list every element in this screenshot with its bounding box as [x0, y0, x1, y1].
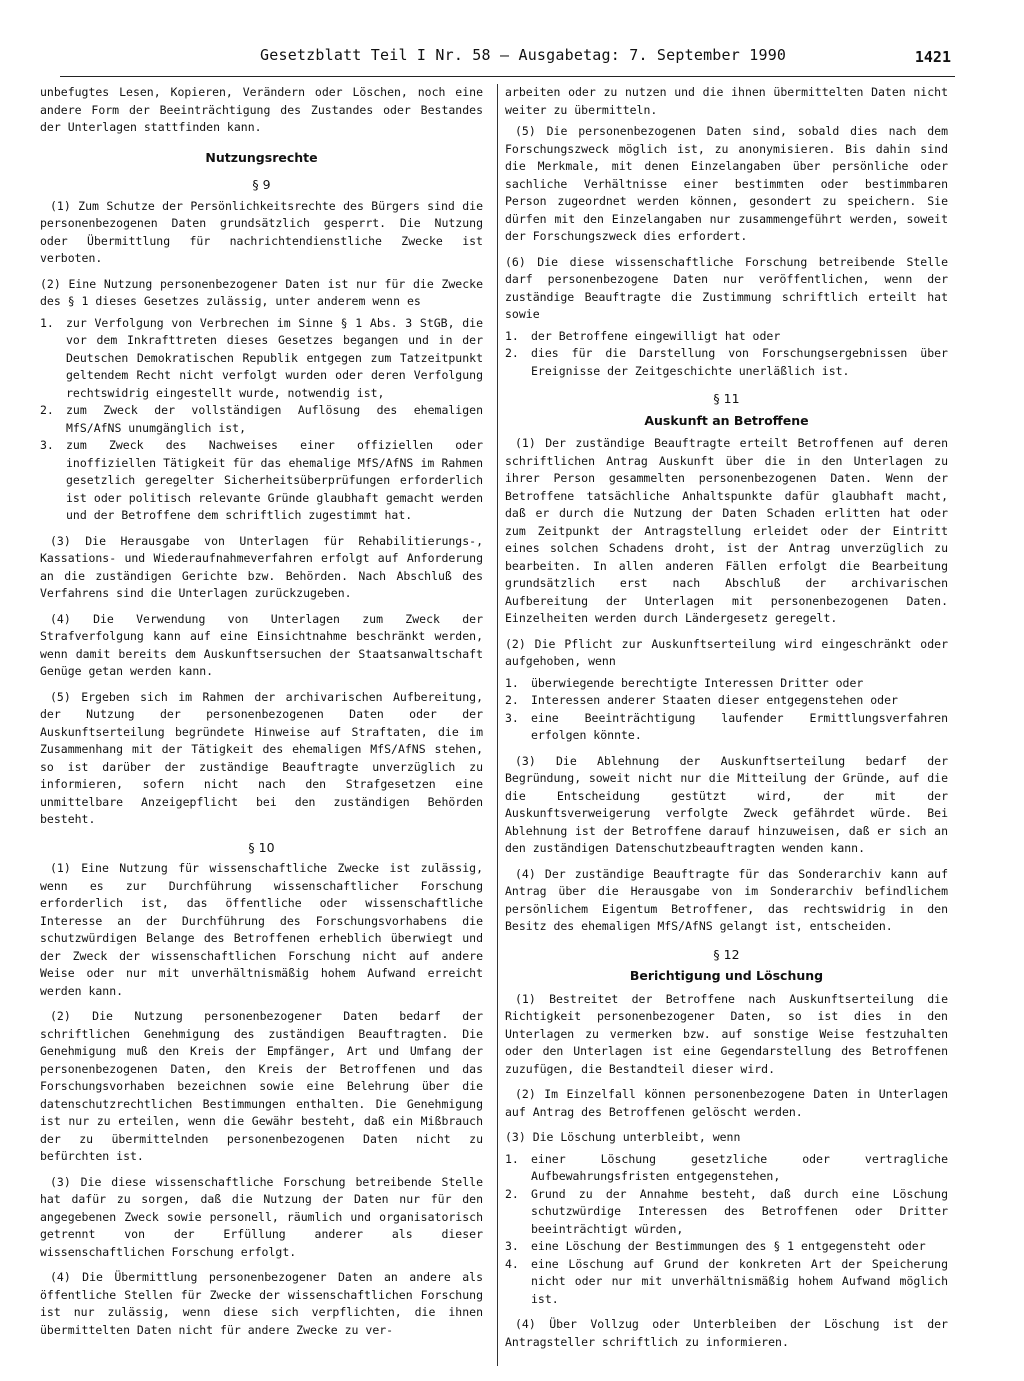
list-number: 3.: [505, 710, 519, 725]
paragraph-12-1: (1) Bestreitet der Betroffene nach Auskunftserteilung die Richtigkeit personenbezogener Daten, so ist dies in den Unterlagen zu vermerken bzw. auf sonstige Weise festzuhalten oder den Unterlagen ist eine Gegendarstellung des Betroffenen zuzufügen, die Bestandteil dieser wird.: [505, 991, 948, 1076]
list-item: [505, 345, 948, 380]
paragraph-9-2: (2) Eine Nutzung personenbezogener Daten ist nur für die Zwecke des § 1 dieses Gesetzes zulässig, unter anderem wenn es: [40, 276, 483, 308]
list-item: [505, 675, 948, 693]
list-item: [505, 692, 948, 710]
section-heading-auskunft: Auskunft an Betroffene: [644, 412, 809, 428]
page-number: 1421: [914, 48, 951, 66]
paragraph-12-3: (3) Die Löschung unterbleibt, wenn: [505, 1130, 741, 1144]
paragraph-9-4: (4) Die Verwendung von Unterlagen zum Zweck der Strafverfolgung kann auf eine Einsichtnahme beschränkt werden, wenn damit bereits dem Auskunftsersuchen der Staatsanwaltschaft Genüge getan werden kann.: [40, 611, 483, 678]
list-number: 1.: [40, 315, 54, 330]
list-number: 2.: [40, 403, 54, 417]
column-divider: [497, 84, 498, 1366]
paragraph-12-2: (2) Im Einzelfall können personenbezogene Daten in Unterlagen auf Antrag des Betroffenen gelöscht werden.: [505, 1087, 948, 1119]
list-item: [505, 328, 948, 346]
list-item: [505, 1151, 948, 1186]
list-item: [40, 437, 483, 525]
paragraph-10-title: § 10: [248, 839, 275, 855]
gazette-title: Gesetzblatt Teil I Nr. 58 — Ausgabetag: 7. September 1990: [260, 46, 787, 64]
paragraph-11-1: (1) Der zuständige Beauftragte erteilt Betroffenen auf deren schriftlichen Antrag Auskunft über die in den Unterlagen zu ihrer Person gesammelten personenbezogenen Daten. Wenn der Betroffene tatsächliche Anhaltspunkte dafür glaubhaft macht, daß er durch die Nutzung der Daten Schaden erlitten hat oder zum Zeitpunkt der Antragstellung erleidet oder der Eintritt eines solchen Schadens droht, ist der Antrag unverzüglich zu bearbeiten. In allen anderen Fällen erfolgt die Bearbeitung grundsätzlich erst nach Abschluß der archivarischen Aufbereitung der Unterlagen mit personenbezogenen Daten. Einzelheiten werden durch Ländergesetz geregelt.: [505, 436, 948, 625]
page-header: [60, 42, 955, 77]
paragraph-11-4: (4) Der zuständige Beauftragte für das Sonderarchiv kann auf Antrag über die Herausgabe von im Sonderarchiv befindlichem persönlichem Eigentum Betroffener, das rechtswidrig in den Besitz des ehemaligen MfS/AfNS gelangt ist, entscheiden.: [505, 866, 948, 933]
list-number: 1.: [505, 1151, 519, 1166]
list-item: [505, 1186, 948, 1239]
list-text: der Betroffene eingewilligt hat oder: [531, 328, 781, 343]
paragraph-9-list: [40, 315, 483, 525]
list-text: einer Löschung gesetzliche oder vertragliche Aufbewahrungsfristen entgegenstehen,: [531, 1151, 948, 1183]
section-heading-nutzungsrechte: Nutzungsrechte: [205, 149, 318, 165]
list-text: Grund zu der Annahme besteht, daß durch eine Löschung schutzwürdige Interessen des Betroffenen oder Dritter beeinträchtigt würden,: [531, 1186, 948, 1236]
paragraph-11-2: (2) Die Pflicht zur Auskunftserteilung wird eingeschränkt oder aufgehoben, wenn: [505, 636, 948, 668]
list-item: [505, 710, 948, 745]
left-column: [40, 84, 483, 1374]
right-column: [505, 84, 948, 1374]
paragraph-12-list: [505, 1151, 948, 1309]
list-number: 3.: [40, 438, 54, 452]
list-number: 4.: [505, 1256, 519, 1271]
paragraph-9-1: (1) Zum Schutze der Persönlichkeitsrechte des Bürgers sind die personenbezogenen Daten grundsätzlich gesperrt. Die Nutzung oder Übermittlung für nachrichtendienstliche Zwecke ist verboten.: [40, 198, 483, 265]
list-number: 1.: [505, 675, 519, 690]
list-number: 2.: [505, 693, 519, 707]
list-number: 2.: [505, 1186, 519, 1201]
list-text: eine Löschung der Bestimmungen des § 1 entgegensteht oder: [531, 1239, 926, 1253]
paragraph-12-4: (4) Über Vollzug oder Unterbleiben der Löschung ist der Antragsteller schriftlich zu informieren.: [505, 1317, 948, 1349]
list-text: überwiegende berechtigte Interessen Dritter oder: [531, 675, 864, 690]
paragraph-11-list: [505, 675, 948, 745]
paragraph-10-3: (3) Die diese wissenschaftliche Forschung betreibende Stelle hat dafür zu sorgen, daß die Nutzung der Daten nur für den angegebenen Zweck sowie personell, räumlich und organisatorisch getrennt von der Erfüllung anderer als dieser wissenschaftlichen Forschung erfolgt.: [40, 1174, 483, 1259]
list-text: zum Zweck der vollständigen Auflösung des ehemaligen MfS/AfNS unumgänglich ist,: [66, 403, 483, 435]
list-item: [40, 315, 483, 403]
paragraph-10-list: [505, 328, 948, 381]
paragraph-11-title: § 11: [713, 391, 740, 406]
paragraph-10-4: (4) Die Übermittlung personenbezogener Daten an andere als öffentliche Stellen für Zwecke der wissenschaftlichen Forschung ist nur zulässig, wenn diese sich verpflichten, die ihnen übermittelten Daten nicht für andere Zwecke zu ver-: [40, 1270, 483, 1337]
list-text: dies für die Darstellung von Forschungsergebnissen über Ereignisse der Zeitgeschichte unerläßlich ist.: [531, 346, 948, 378]
list-item: [505, 1238, 948, 1256]
list-text: zur Verfolgung von Verbrechen im Sinne § 1 Abs. 3 StGB, die vor dem Inkrafttreten dieses Gesetzes begangen und in der Deutschen Demokratischen Republik entgegen zum Tatzeitpunkt geltendem Recht nicht verfolgt wurden oder deren Verfolgung rechtswidrig eingestellt wurde, notwendig ist,: [66, 315, 483, 400]
paragraph-10-6: (6) Die diese wissenschaftliche Forschung betreibende Stelle darf personenbezogene Daten nur veröffentlichen, wenn der zuständige Beauftragte die Zustimmung schriftlich erteilt hat sowie: [505, 254, 948, 321]
paragraph-9-5: (5) Ergeben sich im Rahmen der archivarischen Aufbereitung, der Nutzung der personenbezogenen Daten oder der Auskunftserteilung begründete Hinweise auf Straftaten, die im Zusammenhang mit der Tätigkeit des ehemaligen MfS/AfNS stehen, so ist darüber der zuständige Beauftragte unverzüglich zu informieren, sofern nicht nach den Strafgesetzen eine unmittelbare Anzeigepflicht bei den zuständigen Behörden besteht.: [40, 689, 483, 826]
paragraph-10-1: (1) Eine Nutzung für wissenschaftliche Zwecke ist zulässig, wenn es zur Durchführung wissenschaftlicher Forschung erforderlich ist, das öffentliche oder wissenschaftliche Interesse an der Durchführung des Forschungsvorhabens die schutzwürdigen Belange des Betroffenen erheblich überwiegt und der Zweck der wissenschaftlichen Forschung nicht auf andere Weise oder nur mit unverhältnismäßig hohem Aufwand erreicht werden kann.: [40, 861, 483, 998]
list-text: Interessen anderer Staaten dieser entgegenstehen oder: [531, 693, 898, 707]
list-number: 3.: [505, 1239, 519, 1253]
list-text: eine Löschung auf Grund der konkreten Art der Speicherung nicht oder nur mit unverhältnismäßig hohem Aufwand möglich ist.: [531, 1256, 948, 1306]
continued-paragraph: unbefugtes Lesen, Kopieren, Verändern oder Löschen, noch eine andere Form der Beeinträchtigung des Zustandes oder Bestandes der Unterlagen stattfinden kann.: [40, 85, 483, 134]
section-heading-berichtigung: Berichtigung und Löschung: [629, 968, 824, 983]
list-item: [40, 402, 483, 437]
list-item: [505, 1256, 948, 1309]
list-text: zum Zweck des Nachweises einer offiziellen oder inoffiziellen Tätigkeit für das ehemalige MfS/AfNS im Rahmen gesetzlich geregelter Sicherheitsüberprüfungen erforderlich ist oder politisch relevante Gründe glaubhaft gemacht werden und der Betroffene dem schriftlich zugestimmt hat.: [66, 438, 483, 522]
paragraph-11-3: (3) Die Ablehnung der Auskunftserteilung bedarf der Begründung, soweit nicht nur die Mitteilung der Gründe, auf die die Entscheidung gestützt wird, der mit der Auskunftsverweigerung verfolgte Zweck gefährdet würde. Bei Ablehnung ist der Betroffene darauf hinzuweisen, daß er sich an den zuständigen Datenschutzbeauftragten wenden kann.: [505, 753, 948, 855]
paragraph-10-5: (5) Die personenbezogenen Daten sind, sobald dies nach dem Forschungszweck möglich ist, zu anonymisieren. Bis dahin sind die Merkmale, mit denen Einzelangaben über persönliche oder sachliche Verhältnisse einer bestimmten oder bestimmbaren Person zugeordnet werden können, gesondert zu speichern. Sie dürfen mit den Einzelangaben nur zusammengeführt werden, soweit der Forschungszweck dies erfordert.: [505, 124, 948, 243]
list-number: 2.: [505, 346, 519, 360]
continued-paragraph: arbeiten oder zu nutzen und die ihnen übermittelten Daten nicht weiter zu übermitteln.: [505, 85, 948, 117]
paragraph-12-title: § 12: [713, 946, 740, 962]
list-number: 1.: [505, 328, 519, 343]
list-text: eine Beeinträchtigung laufender Ermittlungsverfahren erfolgen könnte.: [531, 710, 948, 742]
paragraph-10-2: (2) Die Nutzung personenbezogener Daten bedarf der schriftlichen Genehmigung des zuständigen Beauftragten. Die Genehmigung muß den Kreis der Empfänger, Art und Umfang der personenbezogenen Daten, den Kreis der Betroffenen und das Forschungsvorhaben bezeichnen sowie eine Belehrung über die datenschutzrechtlichen Bestimmungen enthalten. Die Genehmigung ist nur zu erteilen, wenn die Gewähr besteht, daß ein Mißbrauch der zu übermittelnden personenbezogenen Daten nicht zu befürchten ist.: [40, 1009, 483, 1163]
paragraph-9-title: § 9: [252, 177, 271, 192]
paragraph-9-3: (3) Die Herausgabe von Unterlagen für Rehabilitierungs-, Kassations- und Wiederaufnahmeverfahren erfolgt auf Anforderung an die zuständigen Gerichte bzw. Behörden. Nach Abschluß des Verfahrens sind die Unterlagen zurückzugeben.: [40, 533, 483, 600]
